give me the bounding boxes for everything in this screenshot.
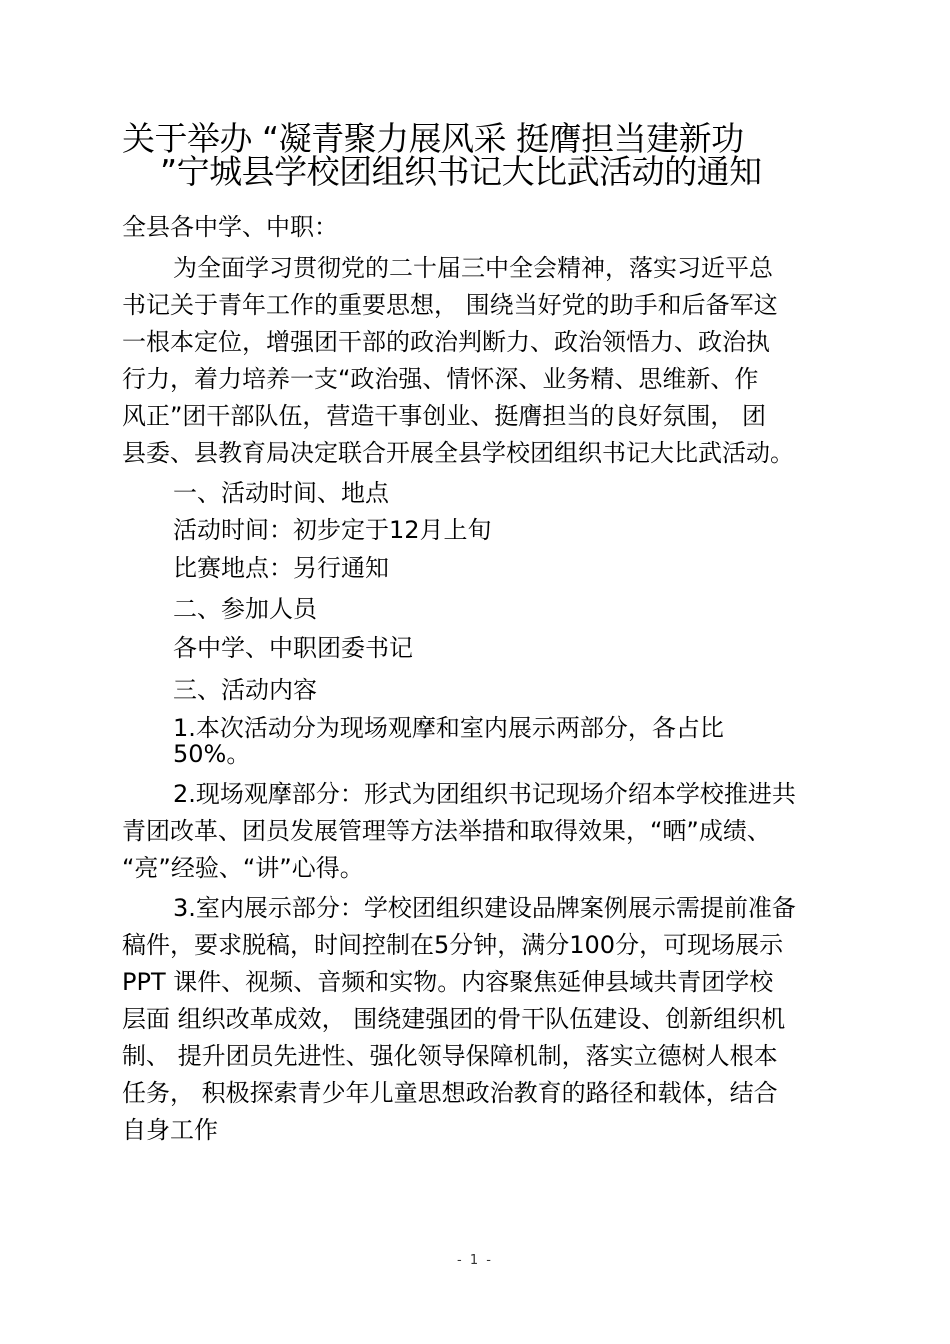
- section-heading-1: 一、活动时间、地点: [173, 479, 389, 507]
- section-heading-2: 二、参加人员: [173, 595, 317, 623]
- section-heading-3: 三、活动内容: [173, 676, 317, 704]
- page-number: - 1 -: [457, 1253, 493, 1268]
- item-3-line: 层面 组织改革成效， 围绕建强团的骨干队伍建设、创新组织机: [122, 1005, 786, 1033]
- item-3-line: 任务， 积极探索青少年儿童思想政治教育的路径和载体，结合: [122, 1079, 778, 1107]
- item-1-line: 50%。: [173, 740, 251, 768]
- item-2-line: 2.现场观摩部分：形式为团组织书记现场介绍本学校推进共: [173, 780, 796, 808]
- intro-line: 为全面学习贯彻党的二十届三中全会精神，落实习近平总: [173, 254, 773, 282]
- participants: 各中学、中职团委书记: [173, 634, 413, 662]
- item-2-line: “亮”经验、“讲”心得。: [122, 854, 364, 882]
- item-1-line: 1.本次活动分为现场观摩和室内展示两部分，各占比: [173, 714, 724, 742]
- salutation: 全县各中学、中职：: [122, 213, 338, 241]
- item-3-line: 制、 提升团员先进性、强化领导保障机制，落实立德树人根本: [122, 1042, 778, 1070]
- activity-place: 比赛地点：另行通知: [173, 554, 389, 582]
- item-3-line: PPT 课件、视频、音频和实物。内容聚焦延伸县域共青团学校: [122, 968, 774, 996]
- intro-line: 风正”团干部队伍，营造干事创业、挺膺担当的良好氛围， 团: [122, 402, 767, 430]
- item-3-line: 自身工作: [122, 1116, 218, 1144]
- intro-line: 书记关于青年工作的重要思想， 围绕当好党的助手和后备军这: [122, 291, 778, 319]
- item-2-line: 青团改革、团员发展管理等方法举措和取得效果，“晒”成绩、: [122, 817, 771, 845]
- item-3-line: 稿件，要求脱稿，时间控制在5分钟，满分100分，可现场展示: [122, 931, 784, 959]
- intro-line: 一根本定位，增强团干部的政治判断力、政治领悟力、政治执: [122, 328, 770, 356]
- activity-time: 活动时间：初步定于12月上旬: [173, 516, 492, 544]
- intro-line: 行力，着力培养一支“政治强、情怀深、业务精、思维新、作: [122, 365, 759, 393]
- item-3-line: 3.室内展示部分：学校团组织建设品牌案例展示需提前准备: [173, 894, 796, 922]
- document-title-line-2: ”宁城县学校团组织书记大比武活动的通知: [160, 152, 762, 191]
- intro-line: 县委、县教育局决定联合开展全县学校团组织书记大比武活动。: [122, 439, 794, 467]
- document-title-line-1: 关于举办 “凝青聚力展风采 挺膺担当建新功: [122, 119, 744, 158]
